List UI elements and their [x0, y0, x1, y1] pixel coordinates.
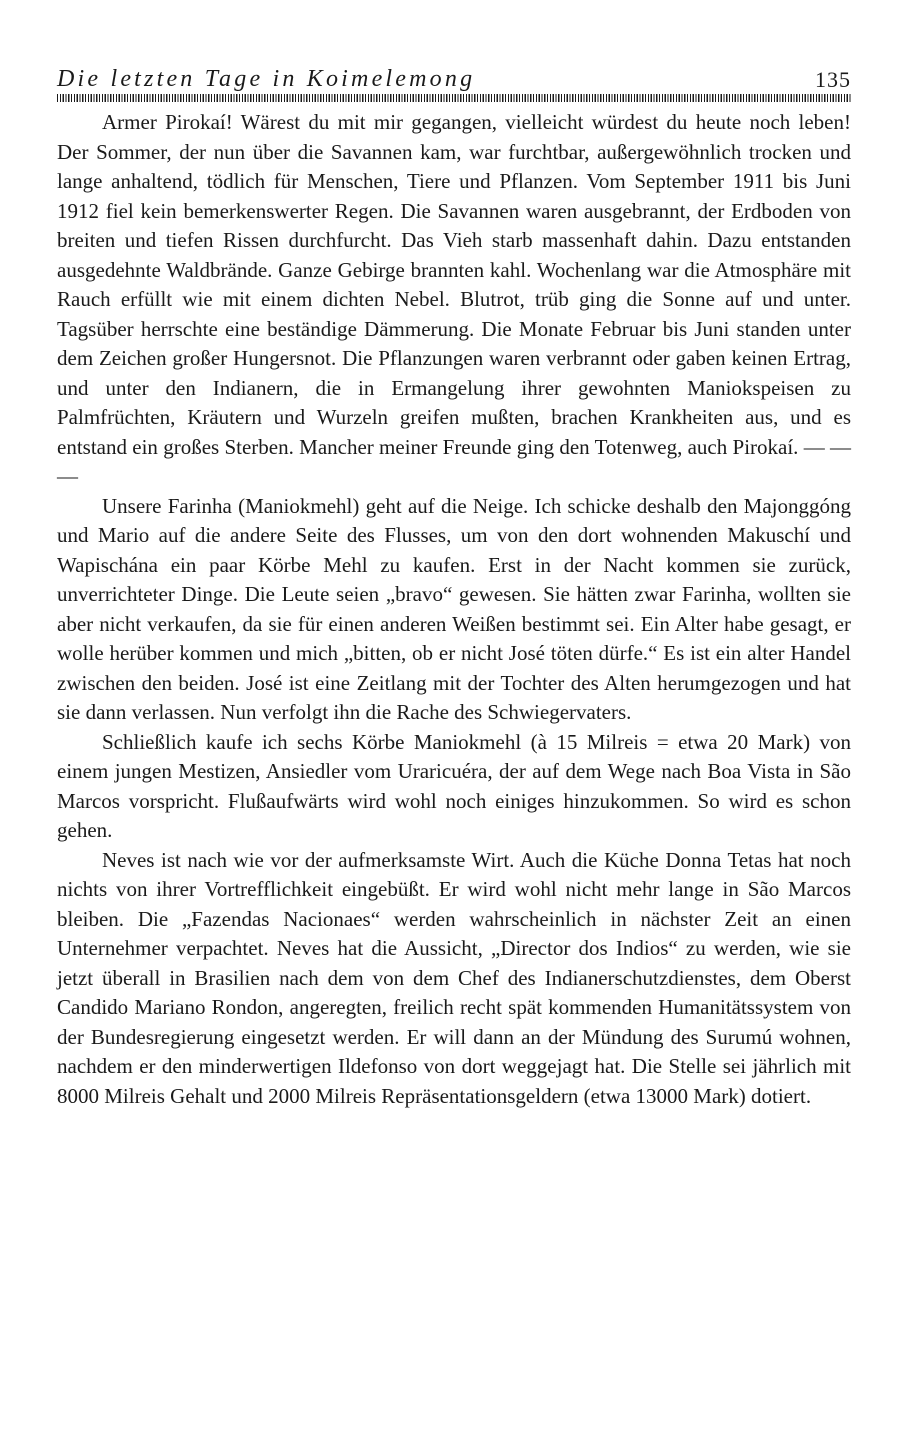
body-text	[57, 108, 851, 1111]
page-number: 135	[815, 67, 851, 92]
ornamental-rule	[57, 94, 851, 102]
running-title: Die letzten Tage in Koimelemong	[57, 66, 476, 92]
running-head	[57, 64, 851, 94]
paragraph: Neves ist nach wie vor der aufmerksamste Wirt. Auch die Küche Donna Tetas hat noch nichts von ihrer Vortrefflichkeit eingebüßt. Er wird wohl nicht mehr lange in São Marcos bleiben. Die „Fazendas Nacionaes“ werden wahrscheinlich in nächster Zeit an einen Unternehmer verpachtet. Neves hat die Aussicht, „Director dos Indios“ zu werden, wie sie jetzt überall in Brasilien nach dem von dem Chef des Indianerschutzdienstes, dem Oberst Candido Mariano Rondon, angeregten, freilich recht spät kommenden Humanitätssystem von der Bundesregierung eingesetzt werden. Er will dann an der Mündung des Surumú wohnen, nachdem er den minderwertigen Ildefonso von dort weggejagt hat. Die Stelle sei jährlich mit 8000 Milreis Gehalt und 2000 Milreis Repräsentationsgeldern (etwa 13000 Mark) dotiert.	[57, 847, 851, 1108]
paragraph: Unsere Farinha (Maniokmehl) geht auf die Neige. Ich schicke deshalb den Majonggóng und Mario auf die andere Seite des Flusses, um von den dort wohnenden Makuschí und Wapischána ein paar Körbe Mehl zu kaufen. Erst in der Nacht kommen sie zurück, unverrichteter Dinge. Die Leute seien „bravo“ gewesen. Sie hätten zwar Farinha, wollten sie aber nicht verkaufen, da sie für einen anderen Weißen bestimmt sei. Ein Alter habe gesagt, er wolle herüber kommen und mich „bitten, ob er nicht José töten dürfe.“ Es ist ein alter Handel zwischen den beiden. José ist eine Zeitlang mit der Tochter des Alten herumgezogen und hat sie dann verlassen. Nun verfolgt ihn die Rache des Schwiegervaters.	[57, 493, 851, 724]
book-page	[57, 64, 851, 1111]
paragraph: Armer Pirokaí! Wärest du mit mir gegangen, vielleicht würdest du heute noch leben! Der Sommer, der nun über die Savannen kam, war furchtbar, außergewöhnlich trocken und lange anhaltend, tödlich für Menschen, Tiere und Pflanzen. Vom September 1911 bis Juni 1912 fiel kein bemerkenswerter Regen. Die Savannen waren ausgebrannt, der Erdboden von breiten und tiefen Rissen durchfurcht. Das Vieh starb massenhaft dahin. Dazu entstanden ausgedehnte Waldbrände. Ganze Gebirge brannten kahl. Wochenlang war die Atmosphäre mit Rauch erfüllt wie mit einem dichten Nebel. Blutrot, trüb ging die Sonne auf und unter. Tagsüber herrschte eine beständige Dämmerung. Die Monate Februar bis Juni standen unter dem Zeichen großer Hungersnot. Die Pflanzungen waren verbrannt oder gaben keinen Ertrag, und unter den Indianern, die in Ermangelung ihrer gewohnten Maniokspeisen zu Palmfrüchten, Kräutern und Wurzeln greifen mußten, brachen Krankheiten aus, und es entstand ein großes Sterben. Mancher meiner Freunde ging den Totenweg, auch Pirokaí. — — —	[57, 110, 851, 488]
paragraph: Schließlich kaufe ich sechs Körbe Maniokmehl (à 15 Milreis = etwa 20 Mark) von einem jungen Mestizen, Ansiedler vom Uraricuéra, der auf dem Wege nach Boa Vista in São Marcos vorspricht. Flußaufwärts wird wohl noch einiges hinzukommen. So wird es schon gehen.	[57, 729, 851, 842]
